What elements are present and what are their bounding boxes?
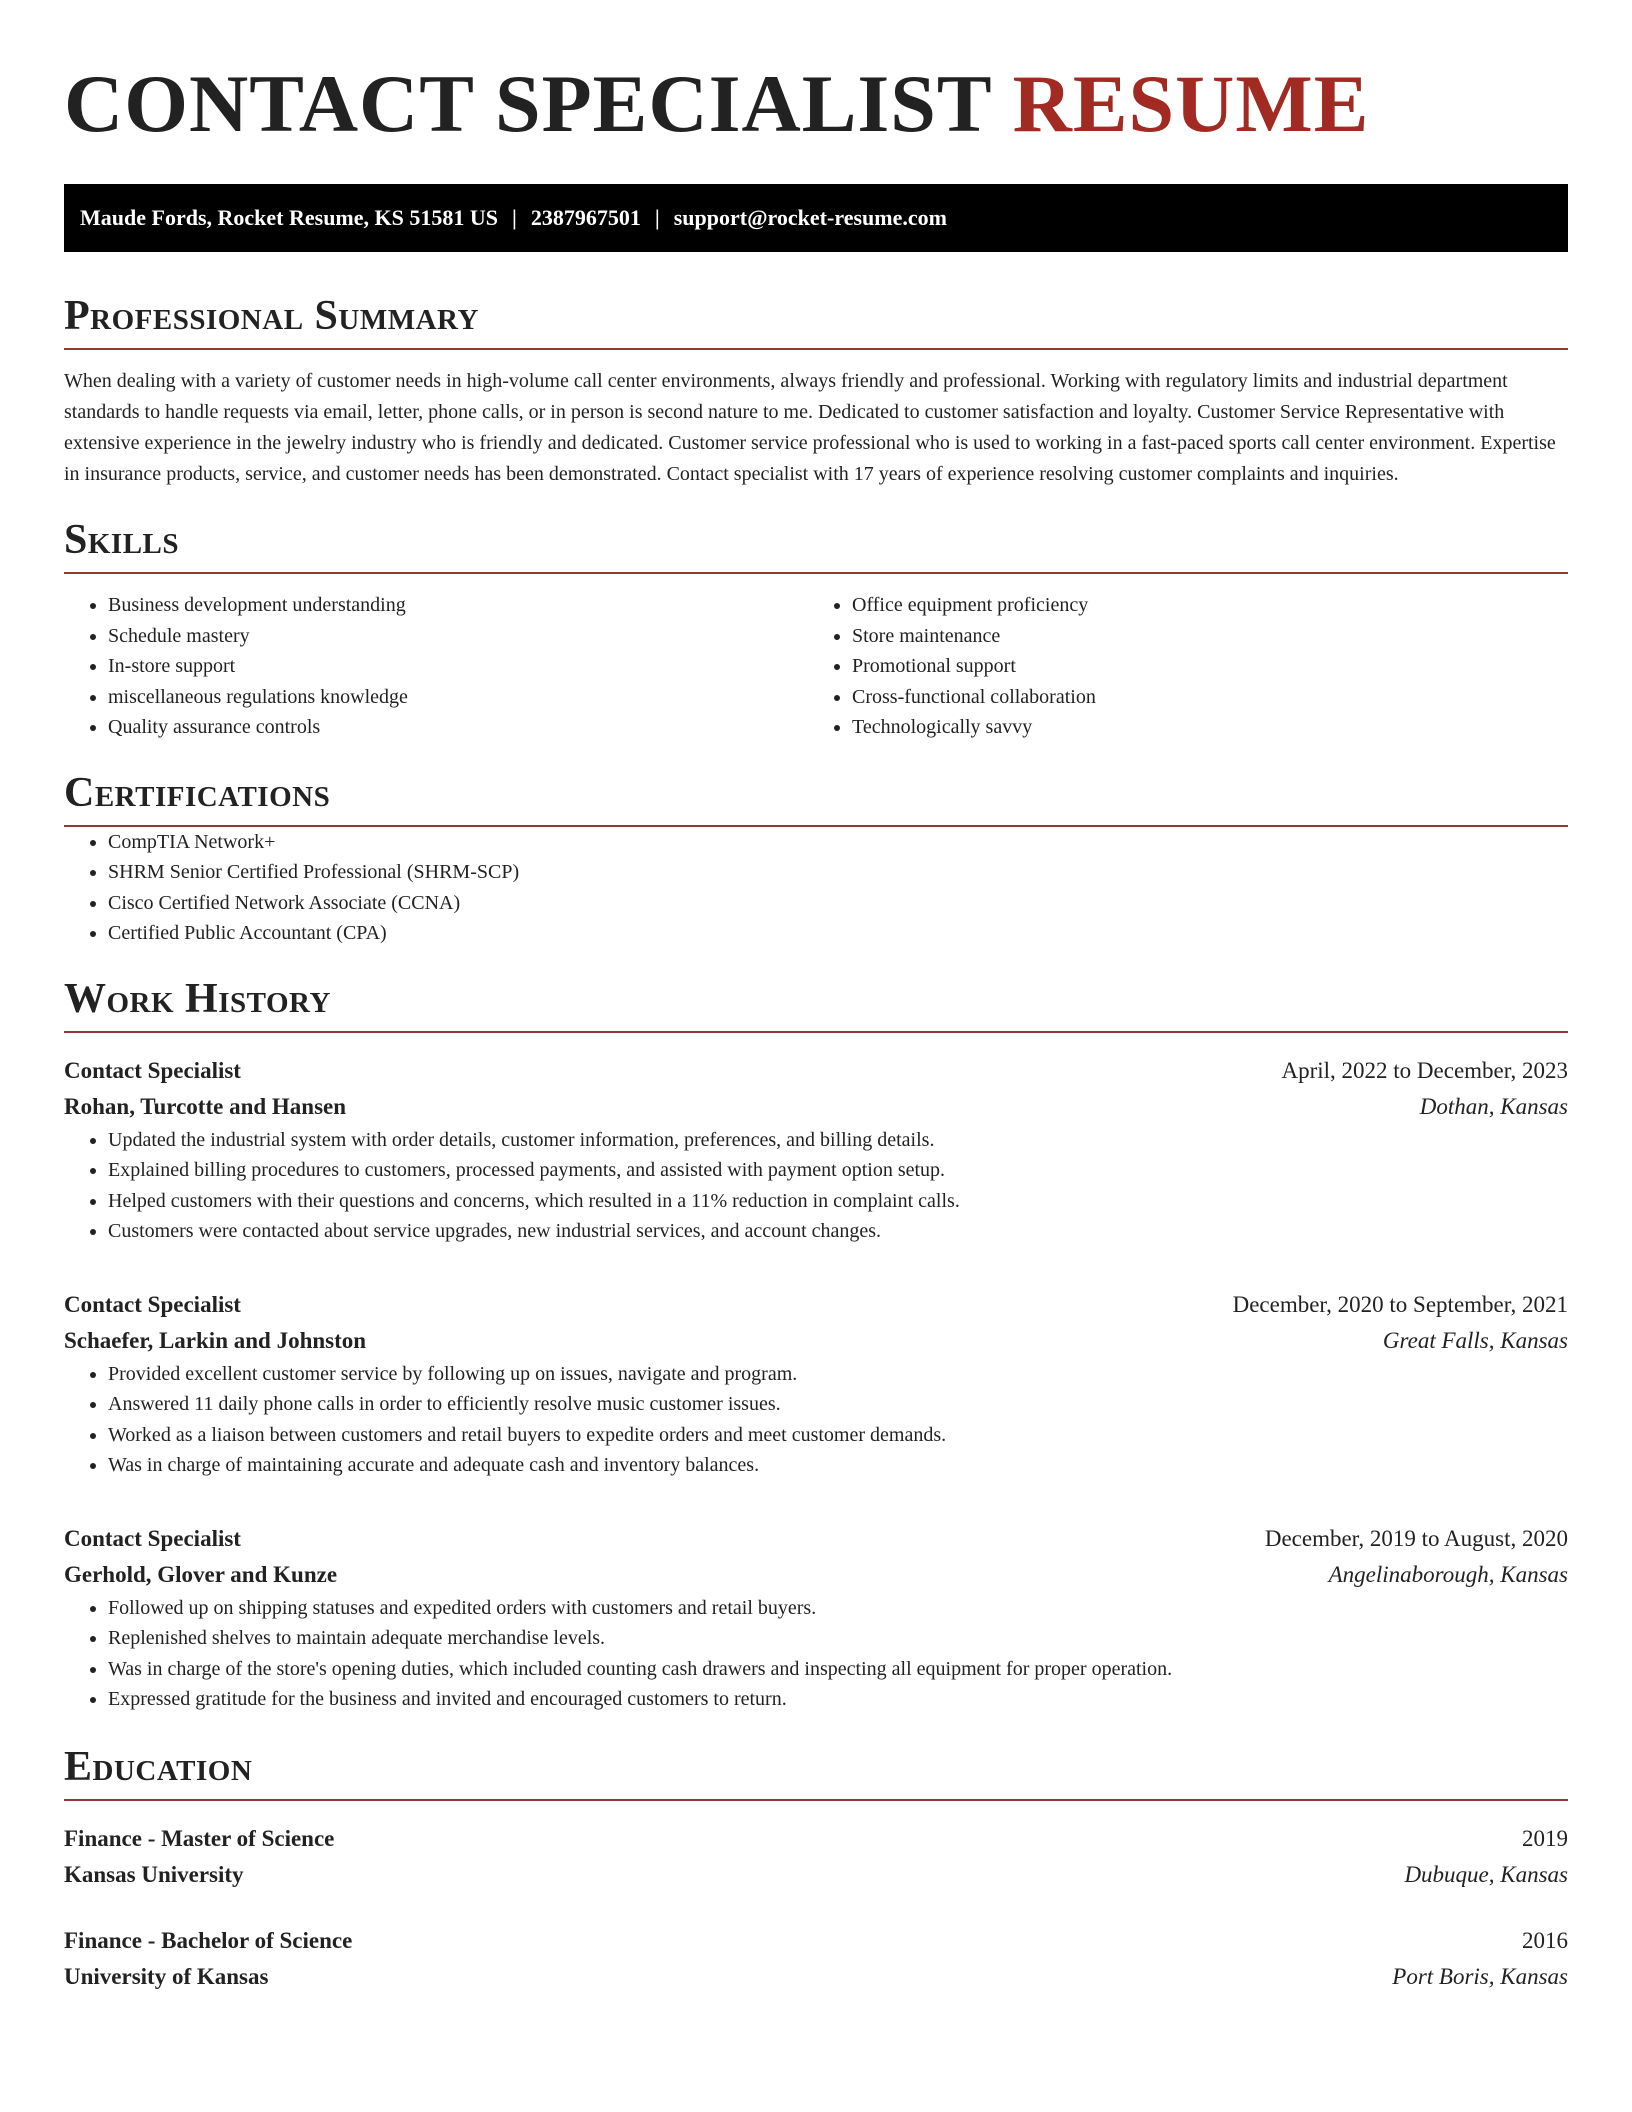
job-duties-list [64,1125,1568,1247]
summary-heading: Professional Summary [64,292,1568,350]
skills-heading: Skills [64,516,1568,574]
job-duty: • Provided excellent customer service by following up on issues, navigate and program. [108,1359,1568,1390]
skill-item: • Business development understanding [108,590,816,621]
summary-text: When dealing with a variety of customer needs in high-volume call center environments, always friendly and professional. Working with regulatory limits and industrial department standards to handle requests via email, letter, phone calls, or in person is second nature to me. Dedicated to customer satisfaction and loyalty. Customer Service Representative with extensive experience in the jewelry industry who is friendly and dedicated. Customer service professional who is used to working in a fast-paced sports call center environment. Expertise in insurance products, service, and customer needs has been demonstrated. Contact specialist with 17 years of experience resolving customer complaints and inquiries. [64,370,1556,485]
job-dates: December, 2019 to August, 2020 [1264,1525,1568,1551]
certification-item: • CompTIA Network+ [108,827,1568,858]
skills-grid [64,590,1568,743]
job-company-row [64,1557,1568,1593]
education-degree-row [64,1821,1568,1857]
contact-phone: 2387967501 [530,205,641,230]
skill-item: • miscellaneous regulations knowledge [108,682,816,713]
education-year: 2016 [1522,1927,1568,1953]
skill-item: • Office equipment proficiency [852,590,1568,621]
job-company-row [64,1089,1568,1125]
job-location: Great Falls, Kansas [1382,1327,1568,1353]
job-header-row [64,1287,1568,1323]
contact-separator: | [512,205,517,230]
education-heading: Education [64,1743,1568,1801]
job-duty: • Was in charge of the store's opening duties, which included counting cash drawers and inspecting all equipment for proper operation. [108,1654,1568,1685]
skills-column-left [64,590,816,743]
job-duty: • Customers were contacted about service upgrades, new industrial services, and account changes. [108,1216,1568,1247]
contact-bar [64,184,1568,252]
job-duty: • Explained billing procedures to customers, processed payments, and assisted with payment option setup. [108,1155,1568,1186]
job-dates: April, 2022 to December, 2023 [1281,1057,1568,1083]
title-main: CONTACT SPECIALIST [64,58,992,149]
job-company: Rohan, Turcotte and Hansen [64,1093,347,1119]
job-location: Dothan, Kansas [1419,1093,1568,1119]
education-school: Kansas University [64,1861,244,1887]
job-duties-list [64,1593,1568,1715]
job-duty: • Answered 11 daily phone calls in order to efficiently resolve music customer issues. [108,1389,1568,1420]
job-duty: • Worked as a liaison between customers and retail buyers to expedite orders and meet customer demands. [108,1420,1568,1451]
education-entry [64,1821,1568,1893]
job-title: Contact Specialist [64,1057,241,1083]
education-entry [64,1923,1568,1995]
skills-list-left [64,590,816,743]
job-header-row [64,1521,1568,1557]
job-duty: • Was in charge of maintaining accurate and adequate cash and inventory balances. [108,1450,1568,1481]
education-school-row [64,1857,1568,1893]
education-school-row [64,1959,1568,1995]
contact-separator: | [654,205,660,230]
certification-item: • SHRM Senior Certified Professional (SHRM-SCP) [108,857,1568,888]
job-duty: • Expressed gratitude for the business and invited and encouraged customers to return. [108,1684,1568,1715]
work-history-heading: Work History [64,975,1568,1033]
education-location: Dubuque, Kansas [1404,1861,1568,1887]
skill-item: • Technologically savvy [852,712,1568,743]
job-entry [64,1287,1568,1481]
skill-item: • Cross-functional collaboration [852,682,1568,713]
education-year: 2019 [1522,1825,1568,1851]
job-title: Contact Specialist [64,1525,241,1551]
certifications-list [64,827,1568,949]
job-duty: • Replenished shelves to maintain adequate merchandise levels. [108,1623,1568,1654]
education-degree: Finance - Master of Science [64,1825,335,1851]
skills-list-right [816,590,1568,743]
skills-column-right [816,590,1568,743]
contact-address: Maude Fords, Rocket Resume, KS 51581 US [80,205,498,230]
job-company: Gerhold, Glover and Kunze [64,1561,338,1587]
skill-item: • Promotional support [852,651,1568,682]
skill-item: • Schedule mastery [108,621,816,652]
job-location: Angelinaborough, Kansas [1328,1561,1568,1587]
education-school: University of Kansas [64,1963,269,1989]
job-company: Schaefer, Larkin and Johnston [64,1327,367,1353]
job-dates: December, 2020 to September, 2021 [1232,1291,1568,1317]
resume-title [64,0,1568,150]
education-location: Port Boris, Kansas [1392,1963,1568,1989]
skill-item: • In-store support [108,651,816,682]
contact-email[interactable]: support@rocket-resume.com [673,205,947,230]
title-accent: RESUME [1012,58,1370,149]
job-header-row [64,1053,1568,1089]
skill-item: • Quality assurance controls [108,712,816,743]
job-company-row [64,1323,1568,1359]
job-duty: • Helped customers with their questions and concerns, which resulted in a 11% reduction in complaint calls. [108,1186,1568,1217]
job-duty: • Updated the industrial system with order details, customer information, preferences, and billing details. [108,1125,1568,1156]
certification-item: • Cisco Certified Network Associate (CCNA) [108,888,1568,919]
job-duties-list [64,1359,1568,1481]
job-entry [64,1053,1568,1247]
education-degree: Finance - Bachelor of Science [64,1927,353,1953]
skill-item: • Store maintenance [852,621,1568,652]
education-degree-row [64,1923,1568,1959]
certification-item: • Certified Public Accountant (CPA) [108,918,1568,949]
certifications-heading: Certifications [64,769,1568,827]
job-entry [64,1521,1568,1715]
job-duty: • Followed up on shipping statuses and expedited orders with customers and retail buyers. [108,1593,1568,1624]
job-title: Contact Specialist [64,1291,241,1317]
